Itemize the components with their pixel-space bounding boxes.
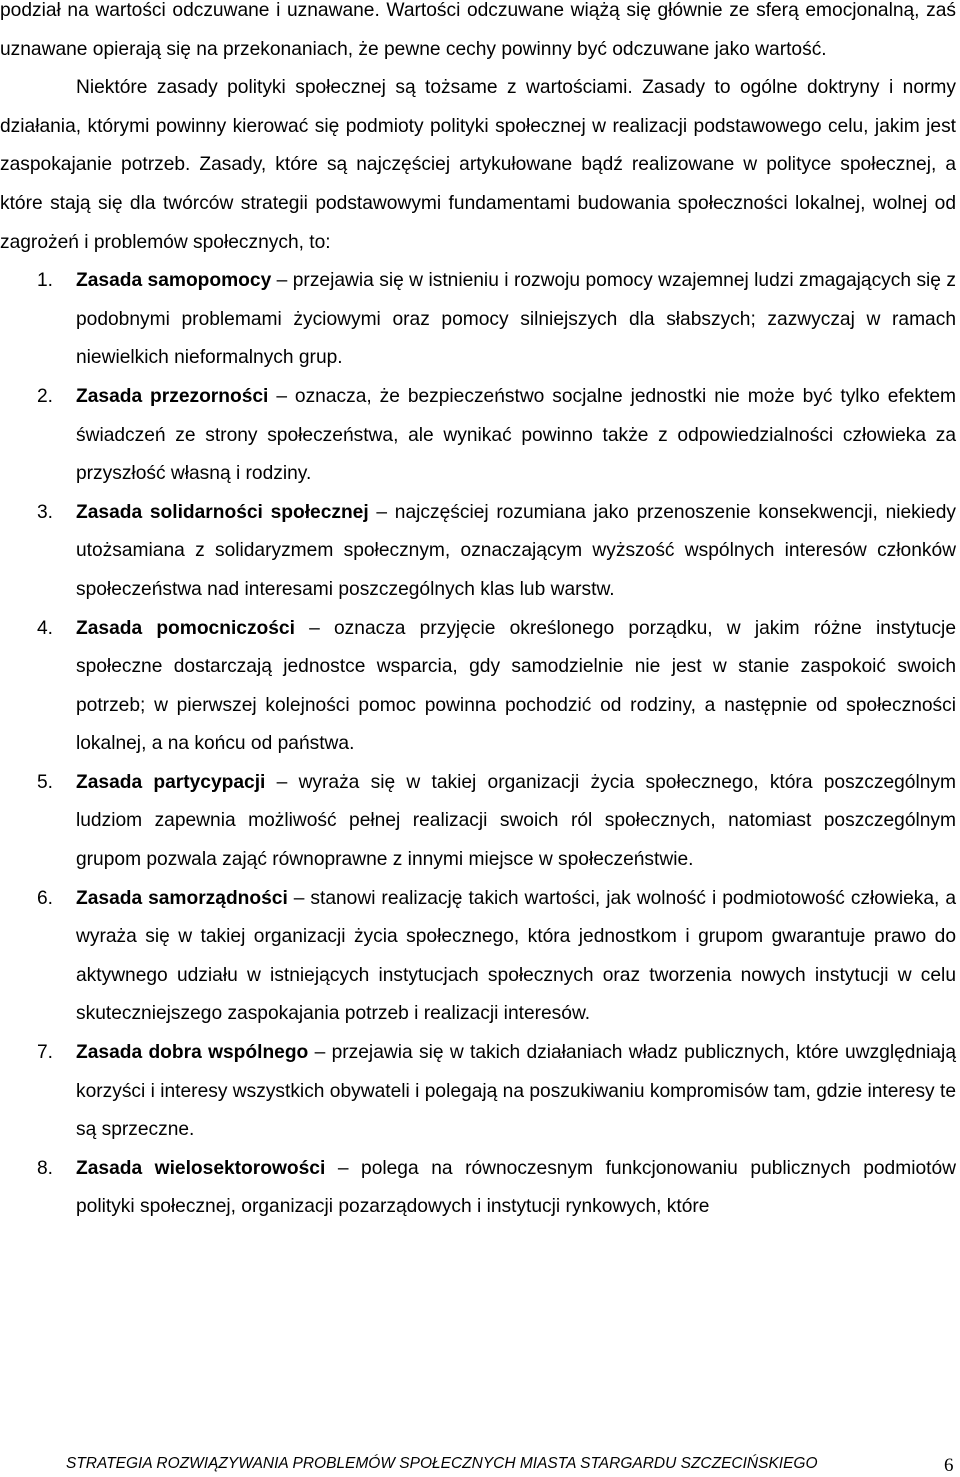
list-item bbox=[0, 1034, 956, 1150]
list-item bbox=[0, 880, 956, 1034]
principle-term: Zasada przezorności bbox=[76, 385, 269, 407]
principle-term: Zasada samorządności bbox=[76, 887, 288, 909]
principle-description: – najczęściej rozumiana jako przenoszenie konsekwencji, niekiedy utożsamiana z solidaryzmem społecznym, oznaczającym wyższość wspólnych interesów członków społeczeństwa nad interesami poszczególnych klas lub warstw. bbox=[76, 501, 956, 600]
list-number: 4. bbox=[37, 617, 54, 639]
principle-term: Zasada pomocniczości bbox=[76, 617, 295, 639]
principle-term: Zasada wielosektorowości bbox=[76, 1157, 326, 1179]
page-number: 6 bbox=[944, 1455, 954, 1476]
paragraph-principles-intro: Niektóre zasady polityki społecznej są tożsame z wartościami. Zasady to ogólne doktryny i normy działania, którymi powinny kierować się podmioty polityki społecznej w realizacji podstawowego celu, jakim jest zaspokajanie potrzeb. Zasady, które są najczęściej artykułowane bądź realizowane w polityce społecznej, a które stają się dla twórców strategii podstawowymi fundamentami budowania społeczności lokalnej, wolnej od zagrożeń i problemów społecznych, to: bbox=[0, 77, 956, 253]
principle-term: Zasada solidarności społecznej bbox=[76, 501, 369, 523]
principle-description: – polega na równoczesnym funkcjonowaniu publicznych podmiotów polityki społecznej, organizacji pozarządowych i instytucji rynkowych, które bbox=[76, 1157, 956, 1218]
list-number: 6. bbox=[37, 887, 54, 909]
principle-description: – oznacza, że bezpieczeństwo socjalne jednostki nie może być tylko efektem świadczeń ze strony społeczeństwa, ale wynikać powinno także z odpowiedzialności człowieka za przyszłość własną i rodziny. bbox=[76, 385, 956, 485]
principle-description: – przejawia się w istnieniu i rozwoju pomocy wzajemnej ludzi zmagających się z podobnymi problemami życiowymi oraz pomocy silniejszych dla słabszych; zazwyczaj w ramach niewielkich nieformalnych grup. bbox=[76, 270, 956, 369]
principle-term: Zasada samopomocy bbox=[76, 270, 272, 292]
list-item bbox=[0, 764, 956, 880]
list-number: 5. bbox=[37, 771, 54, 793]
principle-description: – stanowi realizację takich wartości, jak wolność i podmiotowość człowieka, a wyraża się w takiej organizacji życia społecznego, która jednostkom i grupom gwarantuje prawo do aktywnego udziału w istniejących instytucjach społecznych oraz tworzenia nowych instytucji w celu skuteczniejszego zaspokajania potrzeb i realizacji interesów. bbox=[76, 887, 956, 1025]
principle-term: Zasada dobra wspólnego bbox=[76, 1042, 309, 1064]
principle-description: – wyraża się w takiej organizacji życia społecznego, która poszczególnym ludziom zapewnia możliwość pełnej realizacji swoich ról społecznych, natomiast poszczególnym grupom pozwala zająć równoprawne z innymi miejsce w społeczeństwie. bbox=[76, 771, 956, 871]
list-item bbox=[0, 610, 956, 764]
list-number: 1. bbox=[37, 270, 54, 292]
list-item bbox=[0, 262, 956, 378]
list-number: 7. bbox=[37, 1042, 54, 1064]
principle-description: – przejawia się w takich działaniach władz publicznych, które uwzględniają korzyści i interesy wszystkich obywateli i polegają na poszukiwaniu kompromisów tam, gdzie interesy te są sprzeczne. bbox=[76, 1042, 956, 1141]
list-item bbox=[0, 1150, 956, 1227]
list-number: 3. bbox=[37, 501, 54, 523]
list-item bbox=[0, 378, 956, 494]
principle-description: – oznacza przyjęcie określonego porządku, w jakim różne instytucje społeczne dostarczają jednostce wsparcia, gdy samodzielnie nie jest w stanie zaspokoić swoich potrzeb; w pierwszej kolejności pomoc powinna pochodzić od rodziny, a następnie od społeczności lokalnej, a na końcu od państwa. bbox=[76, 617, 956, 755]
principles-list bbox=[0, 262, 956, 1227]
running-footer: STRATEGIA ROZWIĄZYWANIA PROBLEMÓW SPOŁECZNYCH MIASTA STARGARDU SZCZECIŃSKIEGO bbox=[66, 1455, 818, 1472]
paragraph-values: podział na wartości odczuwane i uznawane. Wartości odczuwane wiążą się głównie ze sferą emocjonalną, zaś uznawane opierają się na przekonaniach, że pewne cechy powinny być odczuwane jako wartość. bbox=[0, 0, 956, 60]
list-number: 2. bbox=[37, 385, 54, 407]
list-item bbox=[0, 494, 956, 610]
list-number: 8. bbox=[37, 1157, 54, 1179]
principle-term: Zasada partycypacji bbox=[76, 771, 266, 793]
